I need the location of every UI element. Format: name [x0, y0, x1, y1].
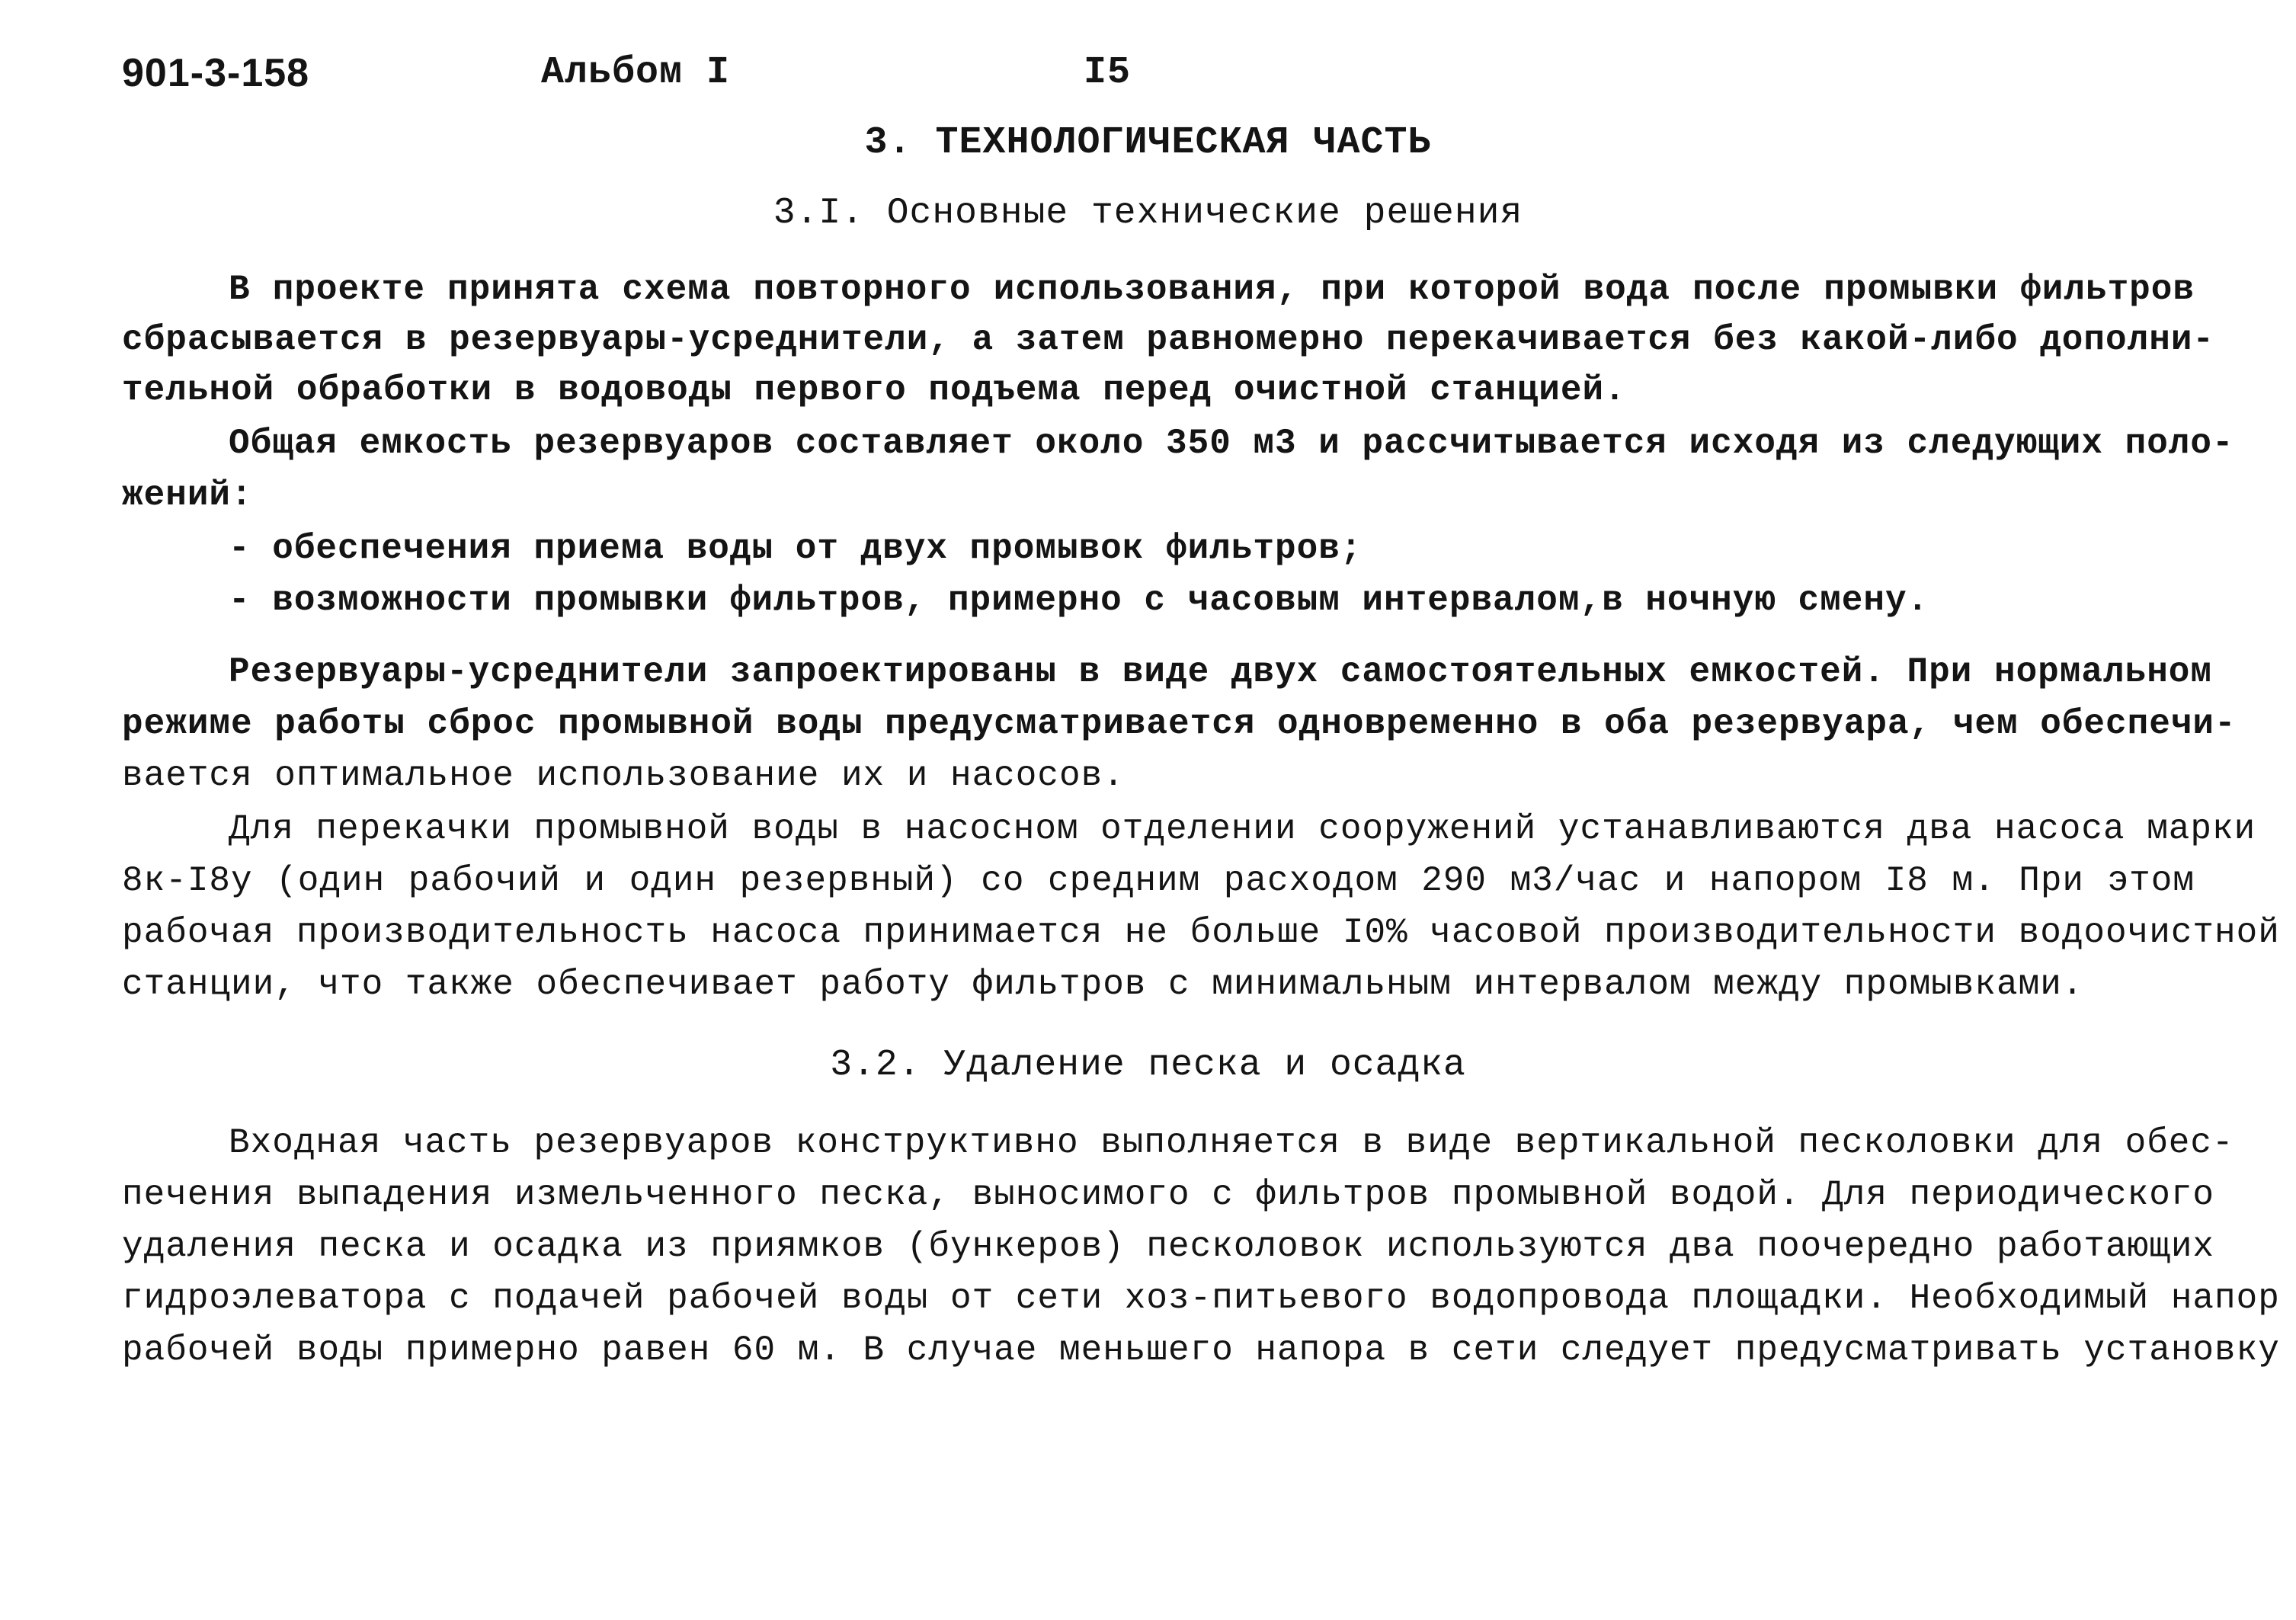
text-line: В проекте принята схема повторного использования, при которой вода после промывки фильтров — [229, 270, 2195, 309]
text-line: Общая емкость резервуаров составляет около 350 м3 и рассчитывается исходя из следующих поло- — [229, 424, 2234, 463]
text-line: вается оптимальное использование их и насосов. — [122, 756, 1125, 796]
text-line: рабочей воды примерно равен 60 м. В случае меньшего напора в сети следует предусматривать установку — [122, 1330, 2280, 1370]
page-number: I5 — [1084, 51, 1132, 94]
text-line: Для перекачки промывной воды в насосном отделении сооружений устанавливаются два насоса марки — [229, 809, 2256, 849]
subsection-title-3-1: 3.I. Основные технические решения — [773, 193, 1523, 234]
text-line: сбрасывается в резервуары-усреднители, а затем равномерно перекачивается без какой-либо дополни- — [122, 320, 2215, 360]
album-label: Альбом I — [541, 51, 731, 94]
text-line: Резервуары-усреднители запроектированы в виде двух самостоятельных емкостей. При нормальном — [229, 652, 2213, 692]
text-line: гидроэлеватора с подачей рабочей воды от сети хоз-питьевого водопровода площадки. Необходимый напор — [122, 1279, 2280, 1318]
section-title: 3. ТЕХНОЛОГИЧЕСКАЯ ЧАСТЬ — [864, 121, 1432, 165]
text-line: рабочая производительность насоса принимается не больше I0% часовой производительности водоочистной — [122, 913, 2280, 952]
text-line: тельной обработки в водоводы первого подъема перед очистной станцией. — [122, 370, 1626, 410]
text-line: удаления песка и осадка из приямков (бункеров) песколовок используются два поочередно работающих — [122, 1227, 2215, 1266]
text-line: печения выпадения измельченного песка, выносимого с фильтров промывной водой. Для периодического — [122, 1175, 2215, 1215]
list-item: - возможности промывки фильтров, примерно с часовым интервалом,в ночную смену. — [229, 581, 1929, 620]
document-code: 901-3-158 — [122, 51, 310, 95]
list-item: - обеспечения приема воды от двух промывок фильтров; — [229, 529, 1363, 568]
text-line: 8к-I8у (один рабочий и один резервный) со средним расходом 290 м3/час и напором I8 м. При этом — [122, 861, 2195, 901]
text-line: режиме работы сброс промывной воды предусматривается одновременно в оба резервуара, чем обеспечи- — [122, 704, 2237, 744]
text-line: станции, что также обеспечивает работу фильтров с минимальным интервалом между промывками. — [122, 965, 2084, 1004]
text-line: Входная часть резервуаров конструктивно выполняется в виде вертикальной песколовки для обес- — [229, 1123, 2234, 1163]
text-line: жений: — [122, 475, 253, 515]
subsection-title-3-2: 3.2. Удаление песка и осадка — [830, 1045, 1466, 1086]
